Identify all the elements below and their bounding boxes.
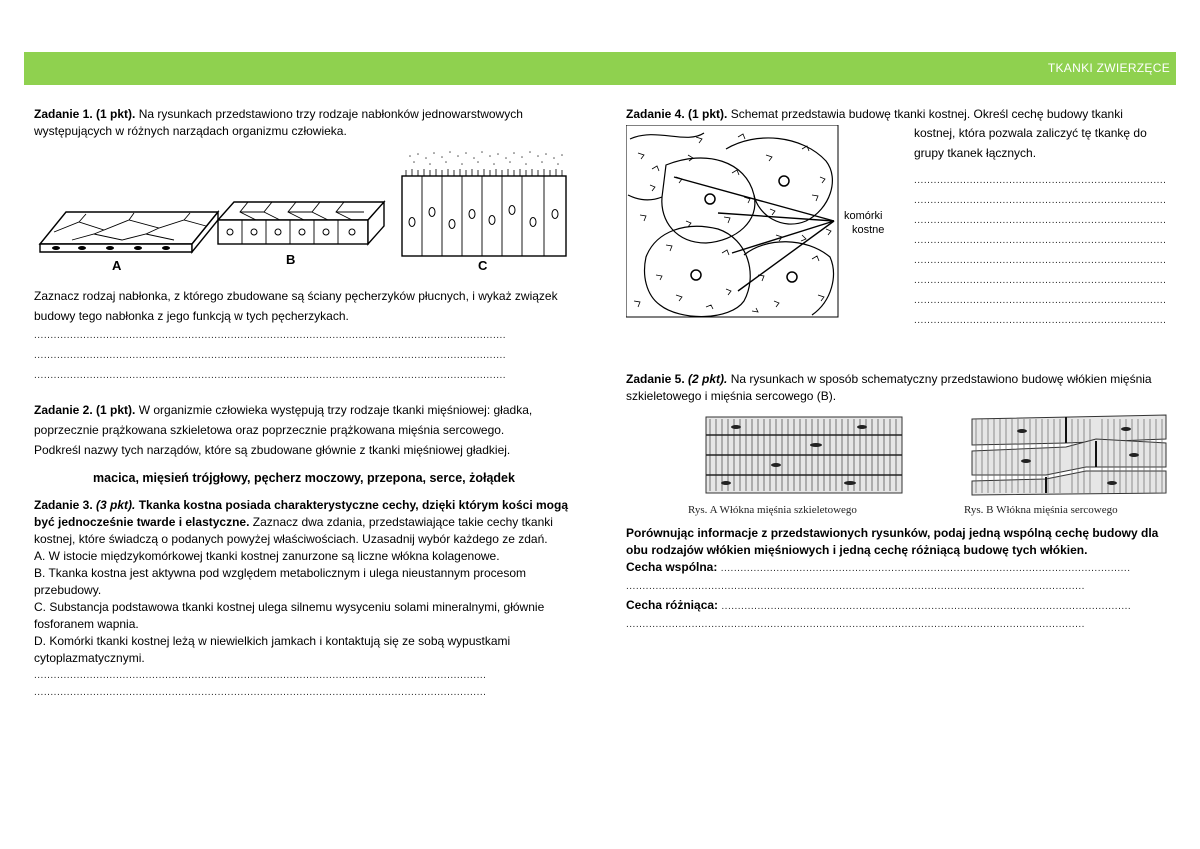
epithelium-figure xyxy=(34,140,574,270)
answer-line: ............................................................................. xyxy=(914,215,1167,226)
task-2-organ-list: macica, mięsień trójgłowy, pęcherz moczowy, przepona, serce, żołądek xyxy=(93,471,515,485)
task-4-body xyxy=(626,123,1170,326)
task-2-intro xyxy=(34,400,574,440)
difference-feature-line xyxy=(626,597,1170,615)
common-feature-label: Cecha wspólna: xyxy=(626,560,718,574)
task-1-question: Zaznacz rodzaj nabłonka, z którego zbudowane są ściany pęcherzyków płucnych, i wykaż związek budowy tego nabłonka z jego funkcją w tych pęcherzykach. xyxy=(34,289,558,323)
answer-line: ............................................................................................................................................ xyxy=(626,619,1085,630)
label-a: A xyxy=(112,258,122,270)
label-c: C xyxy=(478,258,488,270)
task-5-heading: Zadanie 5. xyxy=(626,372,685,386)
task-3-option-c: C. Substancja podstawowa tkanki kostnej ulega silnemu wysyceniu solami mineralnymi, głównie fosforanem wapnia. xyxy=(34,600,545,631)
answer-line: ............................................................................. xyxy=(914,275,1167,286)
right-column xyxy=(626,106,1170,635)
answer-line: ................................................................................................................................................ xyxy=(34,370,507,381)
task-3-heading: Zadanie 3. xyxy=(34,498,93,512)
answer-line: ............................................................................................................................. xyxy=(721,601,1132,612)
task-2-instruction: Podkreśl nazwy tych narządów, które są zbudowane głównie z tkanki mięśniowej gładkiej. xyxy=(34,443,511,457)
answer-line: ............................................................................................................................................ xyxy=(626,581,1085,592)
label-b: B xyxy=(286,252,296,267)
task-5-question: Porównując informacje z przedstawionych rysunków, podaj jedną wspólną cechę budowy dla obu rodzajów włókien mięśniowych i jedną cechę różniącą budowę tych włókien. xyxy=(626,526,1159,557)
task-1-heading: Zadanie 1. (1 pkt). xyxy=(34,107,136,121)
answer-line: .......................................................................................................................................... xyxy=(34,687,487,698)
task-2-heading: Zadanie 2. (1 pkt). xyxy=(34,403,136,417)
common-feature-line xyxy=(626,559,1170,577)
epithelium-a-drawing xyxy=(40,212,218,252)
task-5-text: Na rysunkach w sposób schematyczny przedstawiono budowę włókien mięśnia szkieletowego i mięśnia sercowego (B). xyxy=(626,372,1152,403)
task-1-text: Na rysunkach przedstawiono trzy rodzaje nabłonków jednowarstwowych występujących w różnych narządach organizmu człowieka. xyxy=(34,107,523,138)
header-title: TKANKI ZWIERZĘCE xyxy=(1047,61,1170,75)
answer-line: ............................................................................. xyxy=(914,175,1167,186)
answer-line: ............................................................................. xyxy=(914,315,1167,326)
cardiac-fibers-drawing xyxy=(972,415,1166,495)
task-4-side xyxy=(914,123,1170,331)
answer-line: ................................................................................................................................................ xyxy=(34,350,507,361)
task-1-intro xyxy=(34,106,574,140)
bone-tissue-figure xyxy=(626,125,910,321)
task-3-option-b: B. Tkanka kostna jest aktywna pod względem metabolicznym i ulega nieustannym procesom przebudowy. xyxy=(34,566,527,597)
skeletal-fibers-drawing xyxy=(706,417,902,493)
difference-feature-label: Cecha różniąca: xyxy=(626,598,719,612)
fig-label-cells-2: kostne xyxy=(852,224,885,236)
task-4-text-side: kostnej, która pozwala zaliczyć tę tkankę do grupy tkanek łącznych. xyxy=(914,126,1147,160)
answer-line: ................................................................................................................................................ xyxy=(34,330,507,341)
left-column xyxy=(34,106,574,701)
task-3-intro xyxy=(34,497,574,548)
task-4-intro xyxy=(626,106,1170,123)
task-3-option-a: A. W istocie międzykomórkowej tkanki kostnej zanurzone są liczne włókna kolagenowe. xyxy=(34,549,500,563)
muscle-fibers-figure xyxy=(626,405,1170,517)
caption-b: Rys. B Włókna mięśnia sercowego xyxy=(964,504,1118,516)
epithelium-b-drawing xyxy=(218,202,384,244)
task-3-instruction: Zaznacz dwa zdania, przedstawiające takie cechy tkanki kostnej, które świadczą o podanych powyżej właściwościach. Uzasadnij wybór każdego ze zdań. xyxy=(34,515,553,546)
answer-line: ............................................................................. xyxy=(914,295,1167,306)
header-band xyxy=(24,52,1176,85)
task-2-text: W organizmie człowieka występują trzy rodzaje tkanki mięśniowej: gładka, poprzecznie prążkowana szkieletowa oraz poprzecznie prążkowana mięśnia sercowego. xyxy=(34,403,533,437)
task-3-text: Tkanka kostna posiada charakterystyczne cechy, dzięki którym kości mogą być jednocześnie twarde i elastyczne. xyxy=(34,498,569,529)
task-3-option-d: D. Komórki tkanki kostnej leżą w niewielkich jamkach i kontaktują się ze sobą wypustkami cytoplazmatycznymi. xyxy=(34,634,511,665)
answer-line: ............................................................................. xyxy=(914,195,1167,206)
answer-line: ............................................................................. xyxy=(914,255,1167,266)
answer-line: .......................................................................................................................................... xyxy=(34,670,487,681)
answer-line: ............................................................................................................................. xyxy=(720,563,1131,574)
caption-a: Rys. A Włókna mięśnia szkieletowego xyxy=(688,504,857,516)
task-3-points: (3 pkt). xyxy=(96,498,136,512)
fig-label-cells-1: komórki xyxy=(844,210,883,222)
task-4-text: Schemat przedstawia budowę tkanki kostnej. Określ cechę budowy tkanki xyxy=(730,107,1123,121)
task-5-intro xyxy=(626,371,1170,405)
epithelium-c-drawing xyxy=(402,151,566,256)
task-5-points: (2 pkt). xyxy=(688,372,728,386)
task-4-heading: Zadanie 4. (1 pkt). xyxy=(626,107,728,121)
answer-line: ............................................................................. xyxy=(914,235,1167,246)
